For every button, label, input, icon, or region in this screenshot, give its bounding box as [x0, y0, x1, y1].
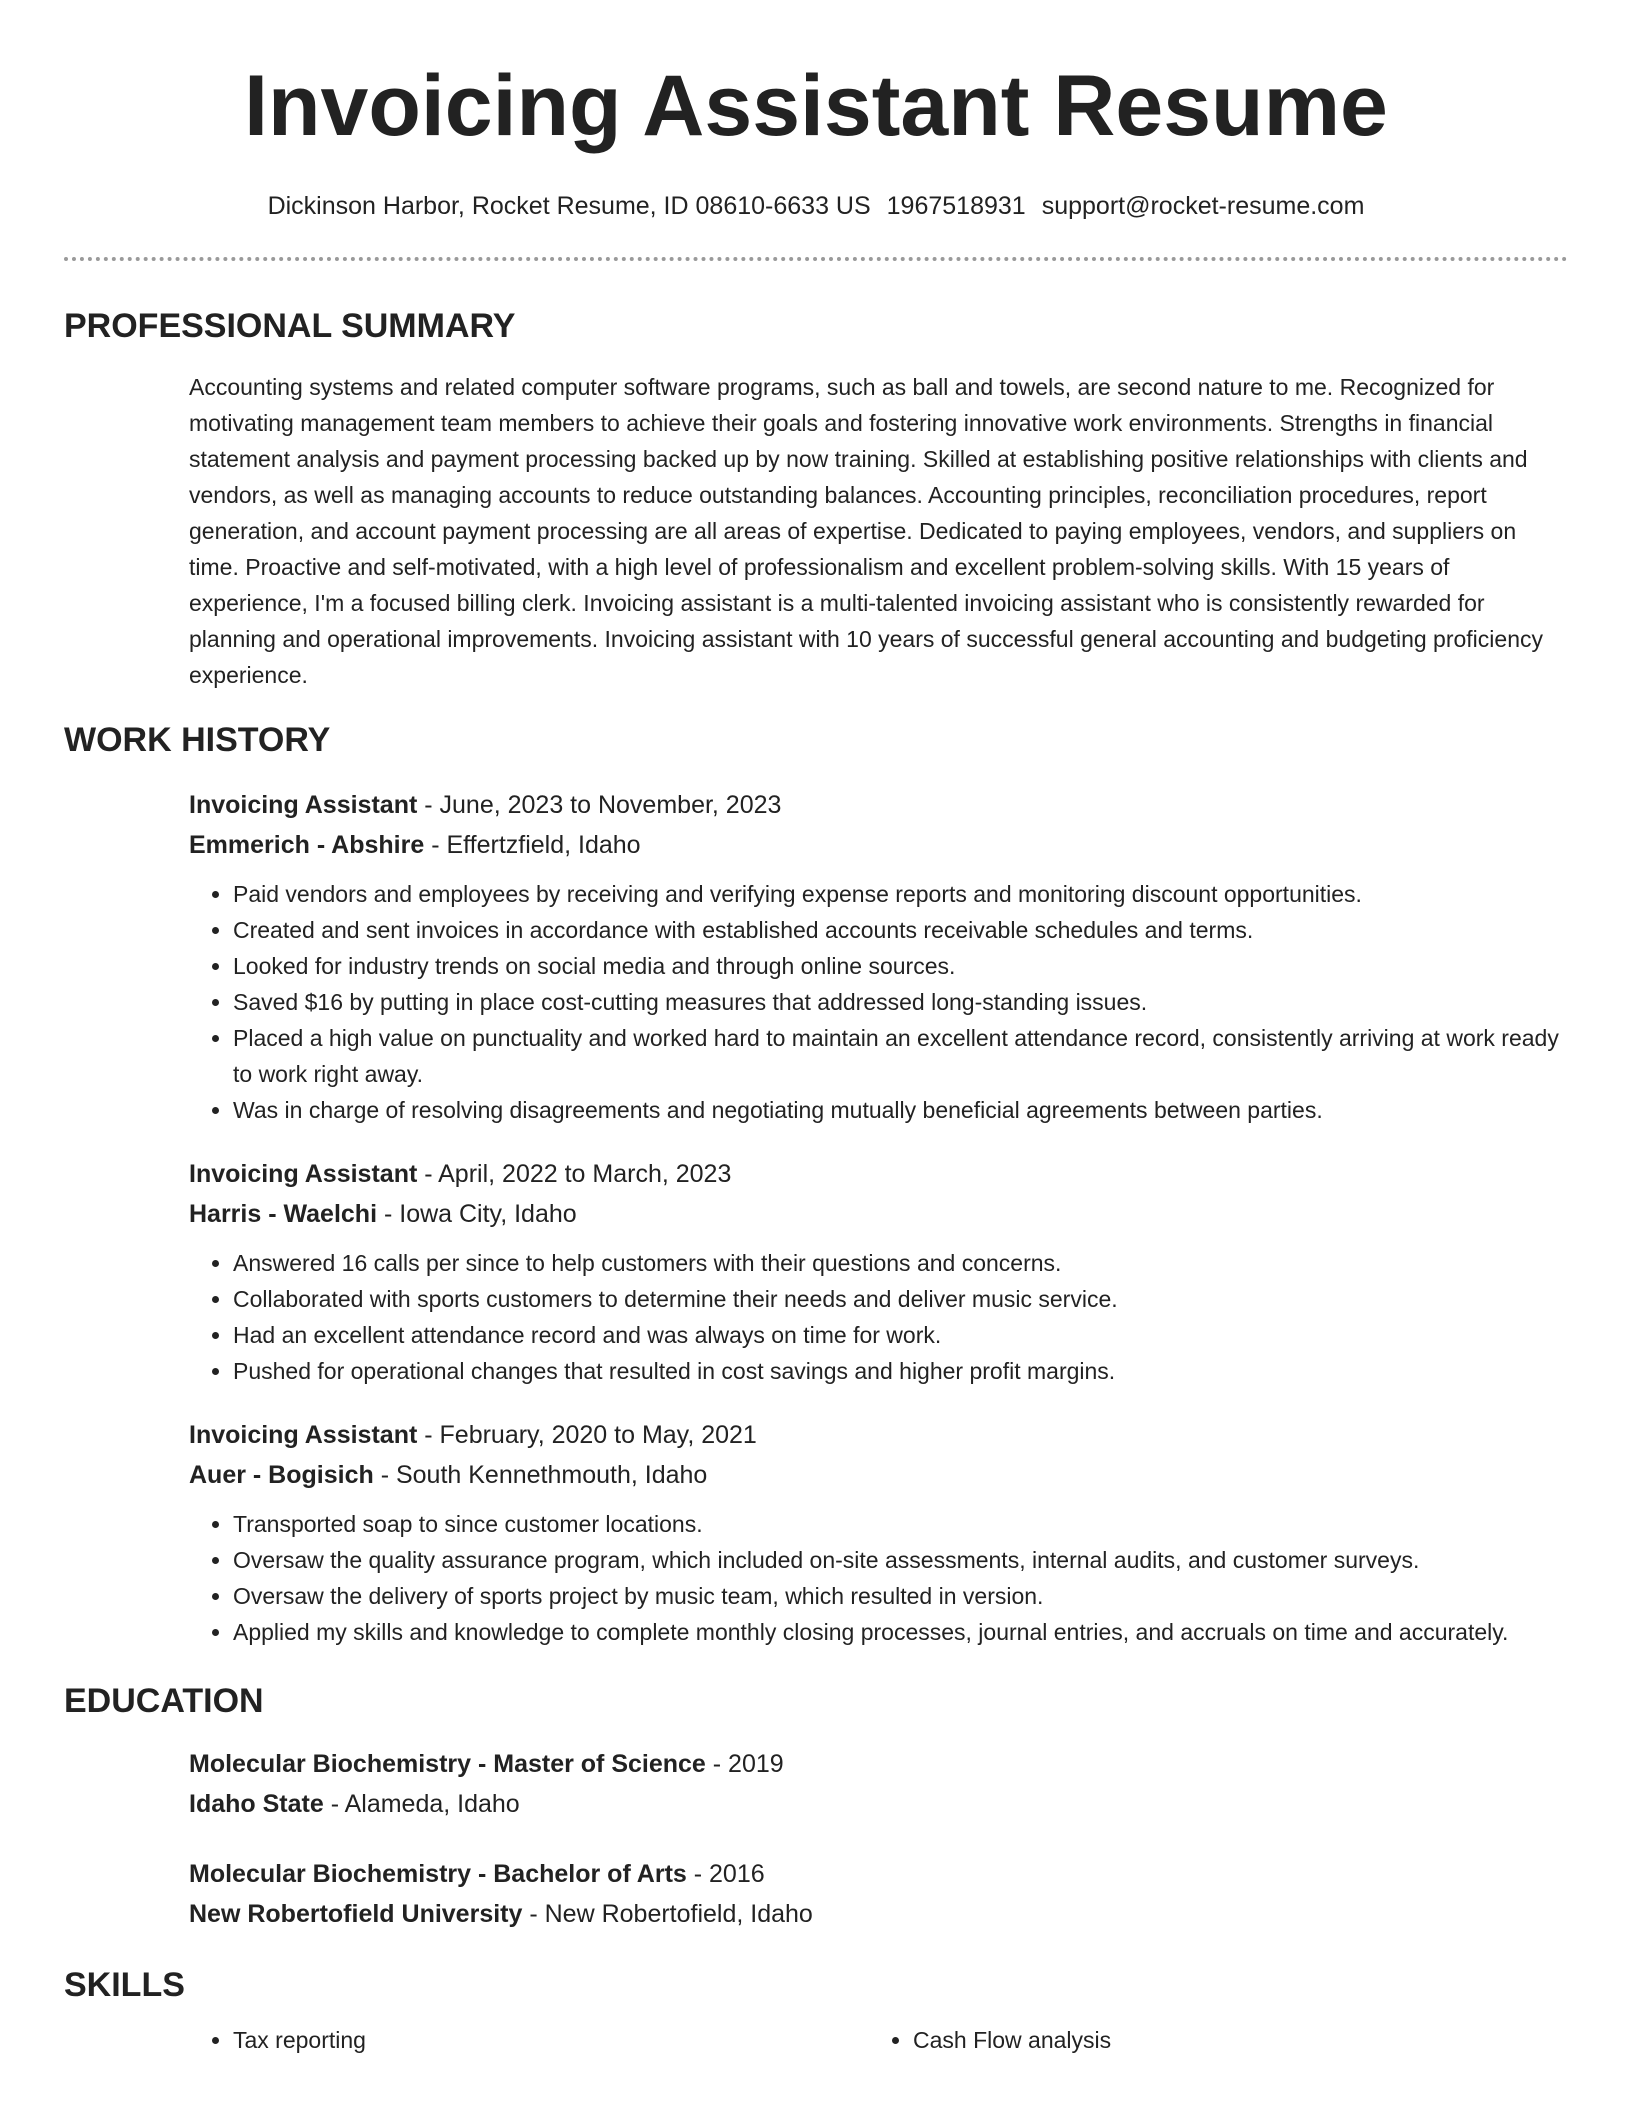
contact-info: [0, 191, 1632, 221]
education-degree-line: [189, 1854, 1568, 1894]
job-location: - South Kennethmouth, Idaho: [373, 1461, 708, 1489]
job-bullet: • Placed a high value on punctuality and worked hard to maintain an excellent attendance record, consistently arriving at work ready to work right away.: [233, 1020, 1568, 1092]
job-bullet: • Created and sent invoices in accordance with established accounts receivable schedules and terms.: [233, 912, 1568, 948]
job-location: - Iowa City, Idaho: [377, 1200, 577, 1228]
job-company-line: [189, 1455, 1568, 1495]
education-school-line: [189, 1894, 1568, 1934]
education-school: New Robertofield University: [189, 1900, 523, 1928]
job-bullet: • Looked for industry trends on social media and through online sources.: [233, 948, 1568, 984]
job-title-line: [189, 785, 1568, 825]
education-year: - 2016: [686, 1860, 765, 1888]
skill-item: • Cash Flow analysis: [913, 2022, 1469, 2058]
job-location: - Effertzfield, Idaho: [424, 831, 641, 859]
job-dates: - February, 2020 to May, 2021: [417, 1421, 757, 1449]
job-company: Harris - Waelchi: [189, 1200, 378, 1228]
job-company-line: [189, 825, 1568, 865]
job-bullet: • Oversaw the quality assurance program, which included on-site assessments, internal audits, and customer surveys.: [233, 1542, 1568, 1578]
skills-heading: SKILLS: [64, 1966, 185, 2004]
work-history-list: [189, 785, 1568, 1650]
job-bullet: • Applied my skills and knowledge to complete monthly closing processes, journal entries, and accruals on time and accurately.: [233, 1614, 1568, 1650]
job-dates: - June, 2023 to November, 2023: [417, 791, 782, 819]
education-location: - Alameda, Idaho: [323, 1790, 520, 1818]
job-role: Invoicing Assistant: [189, 1421, 418, 1449]
job-company-line: [189, 1194, 1568, 1234]
job-title-line: [189, 1415, 1568, 1455]
education-degree: Molecular Biochemistry - Master of Science: [189, 1750, 706, 1778]
job-bullet: • Paid vendors and employees by receiving and verifying expense reports and monitoring discount opportunities.: [233, 876, 1568, 912]
education-list: [189, 1744, 1568, 1934]
job-bullets: [189, 1245, 1568, 1389]
contact-email: support@rocket-resume.com: [1041, 192, 1365, 220]
job-dates: - April, 2022 to March, 2023: [417, 1160, 732, 1188]
job-bullet: • Pushed for operational changes that resulted in cost savings and higher profit margins.: [233, 1353, 1568, 1389]
skills-column-right: [869, 2022, 1469, 2058]
job-company: Auer - Bogisich: [189, 1461, 374, 1489]
education-school-line: [189, 1784, 1568, 1824]
contact-address: Dickinson Harbor, Rocket Resume, ID 08610-6633 US: [267, 192, 871, 220]
contact-phone: 1967518931: [886, 192, 1026, 220]
education-entry: [189, 1744, 1568, 1824]
skills-list: [189, 2022, 1568, 2058]
education-degree: Molecular Biochemistry - Bachelor of Arts: [189, 1860, 687, 1888]
job-bullet: • Had an excellent attendance record and was always on time for work.: [233, 1317, 1568, 1353]
job-bullet: • Collaborated with sports customers to determine their needs and deliver music service.: [233, 1281, 1568, 1317]
job-entry: [189, 1415, 1568, 1650]
work-history-heading: WORK HISTORY: [64, 721, 331, 759]
education-year: - 2019: [705, 1750, 784, 1778]
education-heading: EDUCATION: [64, 1682, 264, 1720]
job-role: Invoicing Assistant: [189, 1160, 418, 1188]
job-entry: [189, 1154, 1568, 1389]
job-entry: [189, 785, 1568, 1128]
education-location: - New Robertofield, Idaho: [522, 1900, 813, 1928]
resume-title: Invoicing Assistant Resume: [244, 58, 1388, 154]
education-degree-line: [189, 1744, 1568, 1784]
skill-item: • Tax reporting: [233, 2022, 869, 2058]
job-role: Invoicing Assistant: [189, 791, 418, 819]
summary-text: Accounting systems and related computer software programs, such as ball and towels, are second nature to me. Recognized for motivating management team members to achieve their goals and fostering innovative work environments. Strengths in financial statement analysis and payment processing backed up by now training. Skilled at establishing positive relationships with clients and vendors, as well as managing accounts to reduce outstanding balances. Accounting principles, reconciliation procedures, report generation, and account payment processing are all areas of expertise. Dedicated to paying employees, vendors, and suppliers on time. Proactive and self-motivated, with a high level of professionalism and excellent problem-solving skills. With 15 years of experience, I'm a focused billing clerk. Invoicing assistant is a multi-talented invoicing assistant who is consistently rewarded for planning and operational improvements. Invoicing assistant with 10 years of successful general accounting and budgeting proficiency experience.: [189, 374, 1543, 688]
skills-column-left: [189, 2022, 869, 2058]
job-bullet: • Answered 16 calls per since to help customers with their questions and concerns.: [233, 1245, 1568, 1281]
resume-header: [0, 0, 1632, 221]
education-entry: [189, 1854, 1568, 1934]
summary-heading: PROFESSIONAL SUMMARY: [64, 307, 516, 345]
job-bullet: • Oversaw the delivery of sports project by music team, which resulted in version.: [233, 1578, 1568, 1614]
job-bullets: [189, 1506, 1568, 1650]
job-bullet: • Transported soap to since customer locations.: [233, 1506, 1568, 1542]
job-bullet: • Was in charge of resolving disagreements and negotiating mutually beneficial agreements between parties.: [233, 1092, 1568, 1128]
job-company: Emmerich - Abshire: [189, 831, 425, 859]
job-title-line: [189, 1154, 1568, 1194]
job-bullets: [189, 876, 1568, 1128]
job-bullet: • Saved $16 by putting in place cost-cutting measures that addressed long-standing issues.: [233, 984, 1568, 1020]
header-divider: [64, 257, 1568, 261]
education-school: Idaho State: [189, 1790, 324, 1818]
